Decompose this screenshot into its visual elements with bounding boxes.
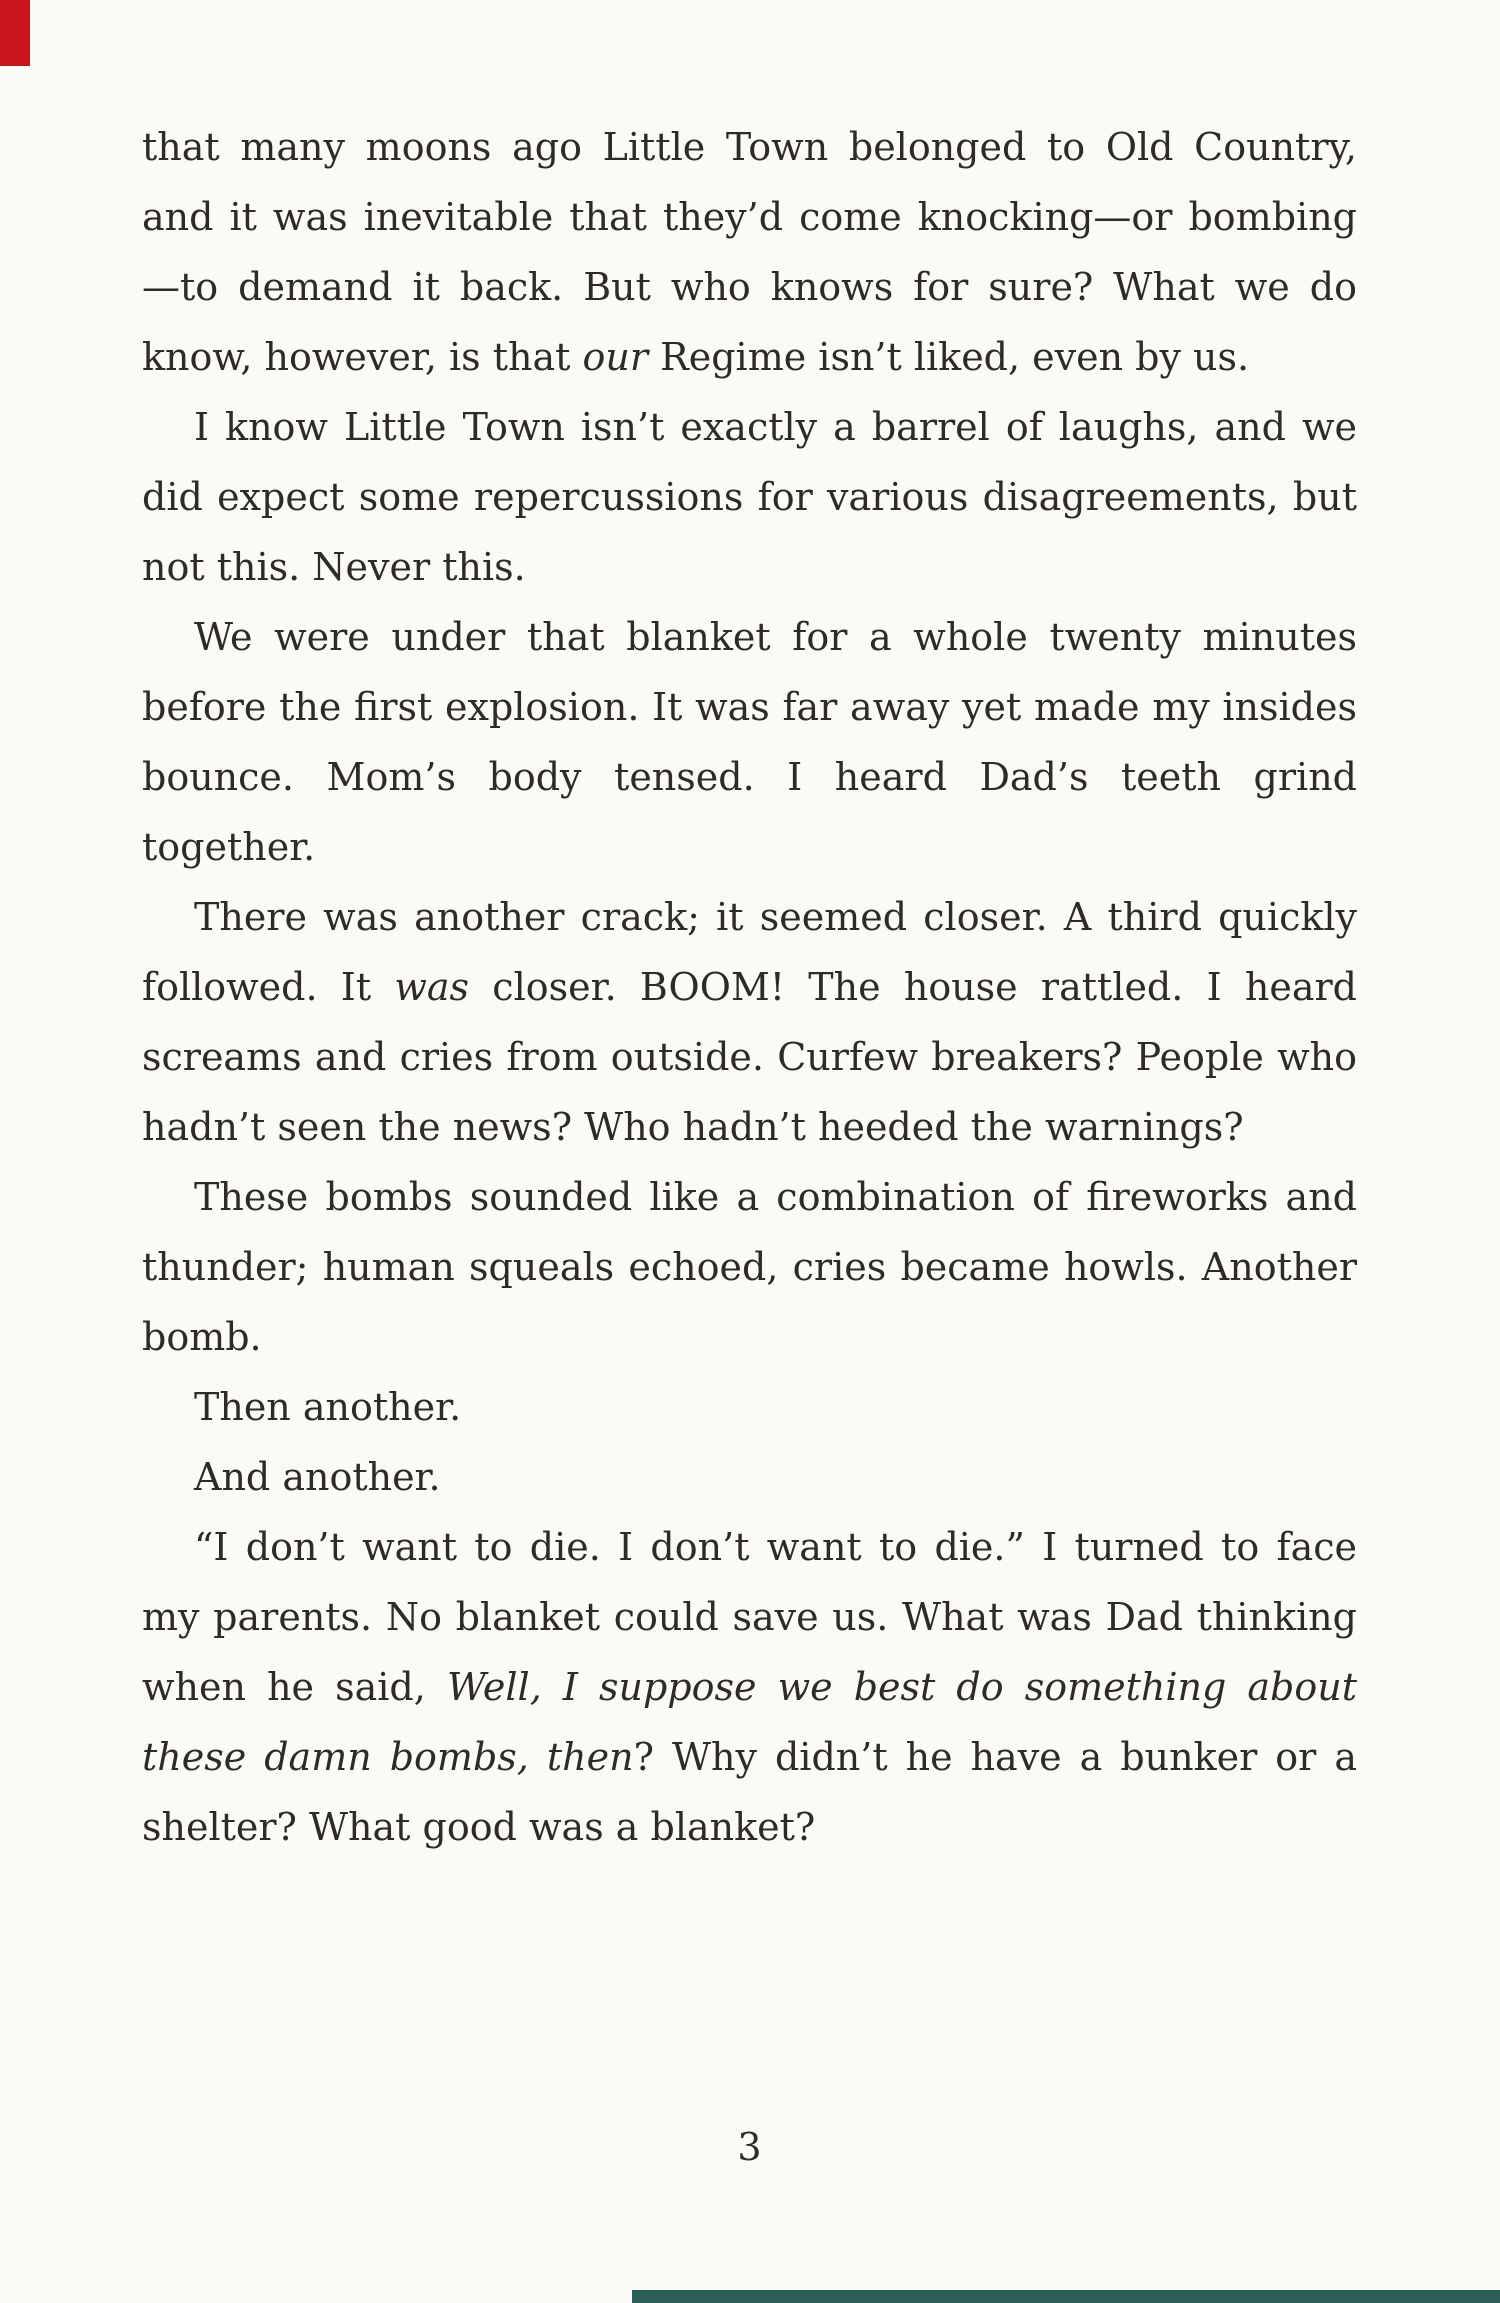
text-segment: that many moons ago Little Town belonged to Old Country, and it was inevitable that they’d come knocking—or bombing—to demand it back. But who knows for sure? What we do know, however, is that xyxy=(142,125,1357,379)
page-number: 3 xyxy=(737,2125,762,2169)
paragraph xyxy=(142,392,1357,602)
paragraph xyxy=(142,882,1357,1162)
paragraph xyxy=(142,112,1357,392)
paragraph xyxy=(142,602,1357,882)
paragraph xyxy=(142,1372,1357,1442)
text-block xyxy=(142,112,1357,1862)
text-segment: Regime isn’t liked, even by us. xyxy=(648,335,1250,379)
text-segment: These bombs sounded like a combination of fireworks and thunder; human squeals echoed, cries became howls. Another bomb. xyxy=(142,1175,1357,1359)
text-segment: “I don’t want to die. I don’t want to die.” I turned to face my parents. No blanket could save us. What was Dad thinking when he said, xyxy=(142,1525,1357,1709)
text-segment: We were under that blanket for a whole twenty minutes before the first explosion. It was far away yet made my insides bounce. Mom’s body tensed. I heard Dad’s teeth grind together. xyxy=(142,615,1357,869)
italic-text-segment: our xyxy=(582,335,649,379)
text-segment: There was another crack; it seemed closer. A third quickly followed. It xyxy=(142,895,1357,1009)
text-segment: ? Why didn’t he have a bunker or a shelter? What good was a blanket? xyxy=(142,1735,1358,1849)
paragraph xyxy=(142,1162,1357,1372)
text-segment: I know Little Town isn’t exactly a barrel of laughs, and we did expect some repercussions for various disagreements, but not this. Never this. xyxy=(142,405,1357,589)
paragraph xyxy=(142,1442,1357,1512)
italic-text-segment: Well, I suppose we best do something about these damn bombs, then xyxy=(142,1665,1357,1779)
paragraph xyxy=(142,1512,1357,1862)
text-segment: And another. xyxy=(194,1455,441,1499)
cover-edge-teal-strip xyxy=(632,2290,1500,2303)
cover-edge-red-strip xyxy=(0,0,30,66)
text-segment: Then another. xyxy=(194,1385,462,1429)
text-segment: closer. BOOM! The house rattled. I heard screams and cries from outside. Curfew breakers? People who hadn’t seen the news? Who hadn’t heeded the warnings? xyxy=(142,965,1357,1149)
italic-text-segment: was xyxy=(394,965,470,1009)
